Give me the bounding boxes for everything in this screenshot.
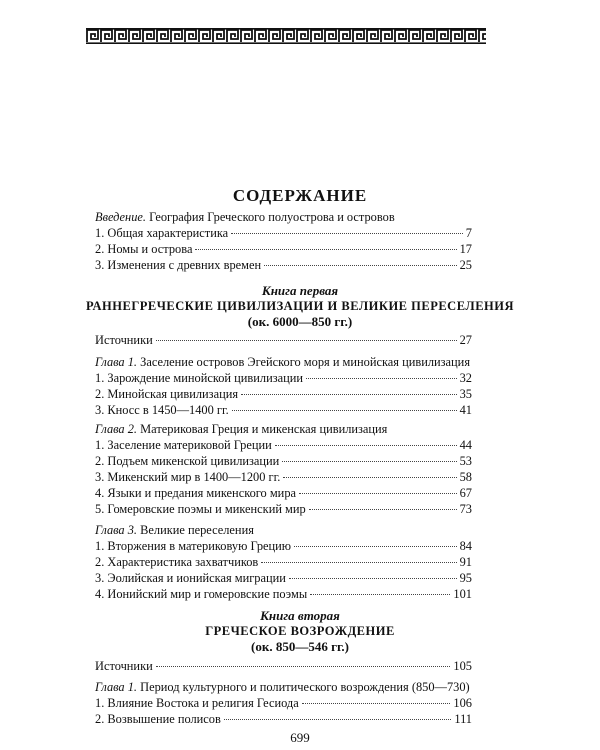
intro-heading-label: Введение. [95,210,146,224]
leader-dots [309,509,457,510]
chapter-heading [95,522,472,538]
leader-dots [283,477,456,478]
greek-key-border [86,28,486,44]
intro-heading-title: География Греческого полуострова и островов [149,210,395,224]
toc-entry-page: 111 [454,712,472,726]
toc-entry[interactable] [95,257,472,273]
toc-entry[interactable] [95,241,472,257]
toc-entry-page: 17 [459,242,472,256]
leader-dots [156,340,457,341]
toc-entry-label: 1. Общая характеристика [95,226,229,240]
chapter-label: Глава 2. [95,422,138,436]
toc-entry[interactable] [95,554,472,570]
chapter-heading [95,354,472,370]
chapter-title: Период культурного и политического возрождения (850—730) [140,680,470,694]
leader-dots [302,703,451,704]
toc-entry[interactable] [95,538,472,554]
toc-entry-label: 3. Изменения с древних времен [95,258,262,272]
toc-entry-page: 44 [459,438,472,452]
book-two-header [0,608,600,655]
chapter-title: Заселение островов Эгейского моря и минойская цивилизация [140,355,471,369]
toc-entry-page: 73 [459,502,472,516]
toc-entry-page: 32 [459,371,472,385]
toc-entry-page: 53 [459,454,472,468]
toc-entry[interactable] [95,485,472,501]
chapter-heading [95,679,472,695]
page-number: 699 [290,730,310,745]
book-one-header [0,283,600,330]
chapter-label: Глава 3. [95,523,138,537]
page-title: СОДЕРЖАНИЕ [232,186,368,205]
toc-entry[interactable] [95,469,472,485]
chapter-label: Глава 1. [95,680,138,694]
leader-dots [289,578,457,579]
toc-entry-page: 67 [459,486,472,500]
book-one-label: Книга первая [261,283,339,298]
toc-entry-sources[interactable] [95,332,472,348]
toc-entry[interactable] [95,586,472,602]
leader-dots [232,410,457,411]
toc-entry-page: 106 [453,696,472,710]
chapter-heading [95,421,472,437]
toc-entry-page: 58 [459,470,472,484]
leader-dots [306,378,457,379]
toc-entry-label: Источники [95,333,153,347]
toc-entry[interactable] [95,695,472,711]
toc-entry-page: 41 [459,403,472,417]
leader-dots [156,666,451,667]
toc-entry-label: 5. Гомеровские поэмы и микенский мир [95,502,306,516]
toc-entry-label: 2. Номы и острова [95,242,193,256]
leader-dots [224,719,451,720]
toc-entry-sources[interactable] [95,658,472,674]
toc-entry-label: 2. Минойская цивилизация [95,387,239,401]
leader-dots [231,233,463,234]
toc-entry-label: 3. Эолийская и ионийская миграции [95,571,286,585]
book-one-title: РАННЕГРЕЧЕСКИЕ ЦИВИЛИЗАЦИИ И ВЕЛИКИЕ ПЕРЕСЕЛЕНИЯ [85,299,515,313]
toc-entry-label: 2. Возвышение полисов [95,712,221,726]
toc-entry[interactable] [95,453,472,469]
book-one-period: (ок. 6000—850 гг.) [247,314,353,329]
toc-entry-label: 2. Характеристика захватчиков [95,555,259,569]
toc-entry-page: 95 [459,571,472,585]
toc-entry-page: 27 [459,333,472,347]
leader-dots [275,445,457,446]
book-two-label: Книга вторая [260,608,340,623]
toc-entry-label: 1. Заселение материковой Греции [95,438,272,452]
toc-entry-label: 1. Влияние Востока и религия Гесиода [95,696,299,710]
toc-entry[interactable] [95,570,472,586]
book-two-period: (ок. 850—546 гг.) [251,639,349,654]
toc-entry[interactable] [95,225,472,241]
book-two-title: ГРЕЧЕСКОЕ ВОЗРОЖДЕНИЕ [205,624,395,638]
toc-entry-page: 84 [459,539,472,553]
toc-entry-page: 101 [453,587,472,601]
toc-entry-label: 1. Вторжения в материковую Грецию [95,539,292,553]
toc-entry-label: 1. Зарождение минойской цивилизации [95,371,303,385]
toc-entry[interactable] [95,370,472,386]
toc-entry-page: 105 [453,659,472,673]
leader-dots [264,265,457,266]
toc-entry-label: 2. Подъем микенской цивилизации [95,454,280,468]
toc-entry[interactable] [95,711,472,727]
leader-dots [195,249,456,250]
toc-entry-label: 4. Языки и предания микенского мира [95,486,297,500]
leader-dots [241,394,457,395]
toc-entry-page: 91 [459,555,472,569]
leader-dots [261,562,456,563]
toc-entry-page: 35 [459,387,472,401]
leader-dots [294,546,457,547]
toc-entry-page: 25 [459,258,472,272]
toc-entry[interactable] [95,402,472,418]
intro-heading [95,209,472,225]
chapter-title: Материковая Греция и микенская цивилизация [140,422,388,436]
toc-entry[interactable] [95,437,472,453]
toc-entry-page: 7 [465,226,472,240]
toc-entry-label: 4. Ионийский мир и гомеровские поэмы [95,587,308,601]
toc-entry-label: 3. Кносс в 1450—1400 гг. [95,403,229,417]
leader-dots [299,493,457,494]
toc-entry-label: Источники [95,659,153,673]
toc-entry[interactable] [95,501,472,517]
toc-entry-label: 3. Микенский мир в 1400—1200 гг. [95,470,281,484]
leader-dots [282,461,456,462]
leader-dots [310,594,450,595]
chapter-label: Глава 1. [95,355,138,369]
chapter-title: Великие переселения [140,523,254,537]
toc-entry[interactable] [95,386,472,402]
